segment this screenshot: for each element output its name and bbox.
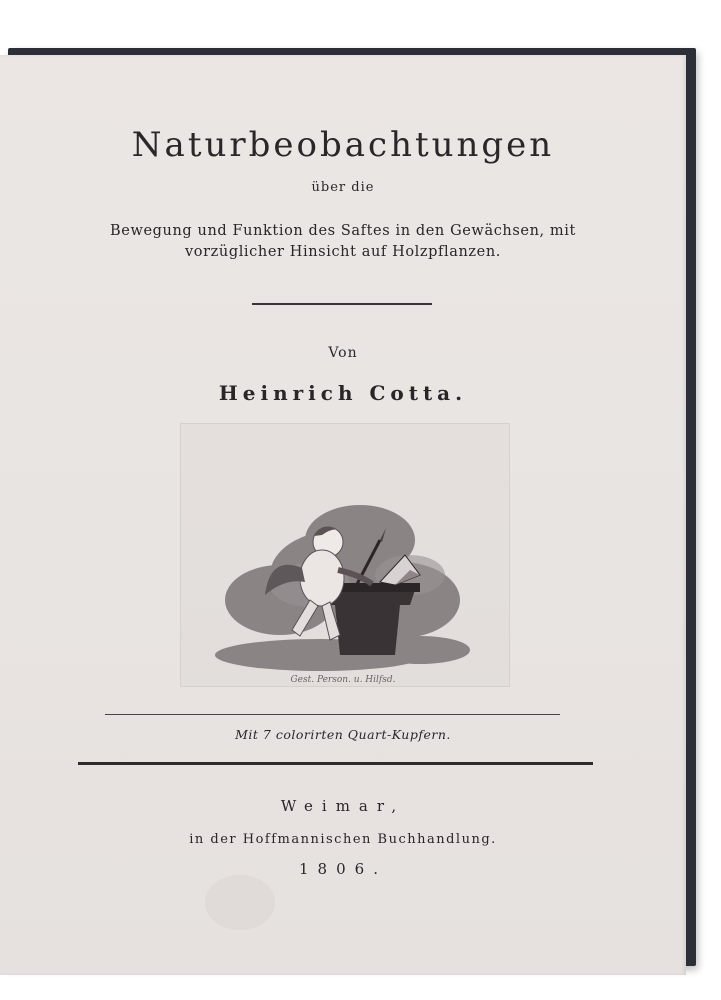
plates-note: Mit 7 colorirten Quart-Kupfern. — [235, 727, 451, 742]
subtitle-line-1: Bewegung und Funktion des Saftes in den Gewächsen, mit — [110, 223, 576, 239]
engraver-signature: Gest. Person. u. Hilfsd. — [290, 675, 396, 685]
by-label: Von — [328, 345, 358, 361]
subtitle-line-2: vorzüglicher Hinsicht auf Holzpflanzen. — [184, 244, 501, 260]
author-name: Heinrich Cotta. — [218, 381, 468, 405]
divider-rule-thick — [78, 762, 593, 765]
divider-rule-thin — [105, 714, 560, 715]
paper-stain — [205, 875, 275, 930]
divider-rule — [252, 303, 432, 305]
subtitle-intro: über die — [311, 180, 375, 195]
publication-place: Weimar, — [280, 797, 406, 815]
book-title: Naturbeobachtungen — [131, 125, 555, 165]
publication-year: 1806. — [299, 860, 387, 878]
title-page — [0, 55, 686, 975]
publisher: in der Hoffmannischen Buchhandlung. — [189, 832, 497, 847]
vignette-illustration — [210, 480, 480, 680]
